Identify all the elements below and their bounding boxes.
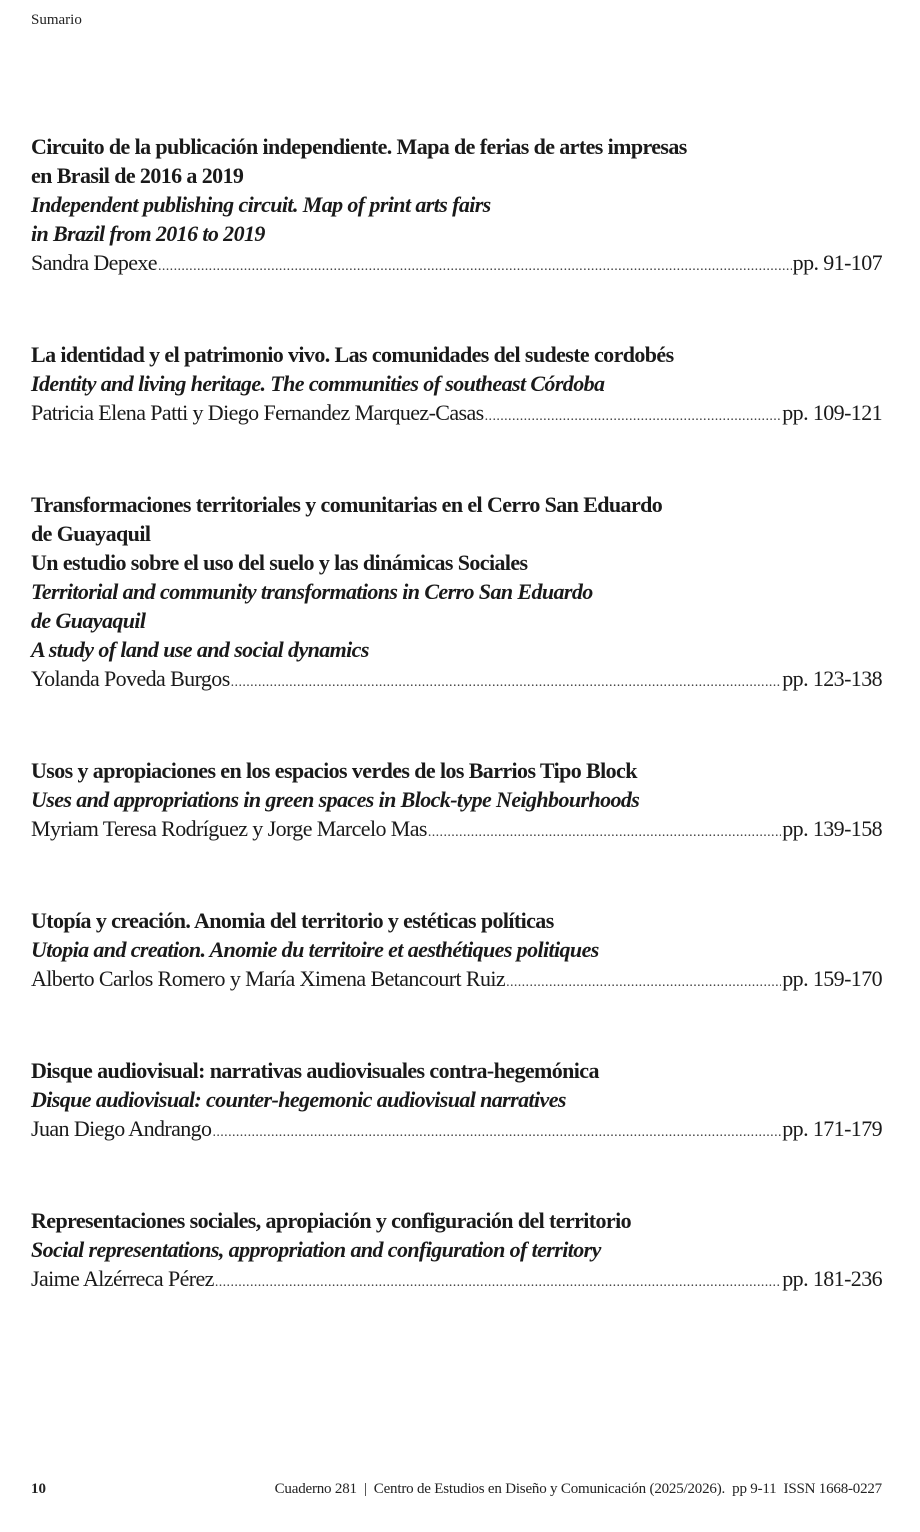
toc-entry bbox=[31, 132, 882, 281]
entry-pages: pp. 109-121 bbox=[782, 400, 882, 425]
entry-author-row bbox=[31, 398, 882, 431]
toc-entry bbox=[31, 1206, 882, 1297]
entry-author-row bbox=[31, 964, 882, 997]
dot-leader bbox=[212, 1118, 781, 1147]
entry-title-en: in Brazil from 2016 to 2019 bbox=[31, 221, 265, 246]
entry-author: Yolanda Poveda Burgos bbox=[31, 666, 230, 691]
toc-entry bbox=[31, 490, 882, 697]
toc-entry bbox=[31, 1056, 882, 1147]
entry-pages: pp. 139-158 bbox=[782, 816, 882, 841]
table-of-contents bbox=[31, 132, 882, 1297]
entry-title-en: Social representations, appropriation and configuration of territory bbox=[31, 1237, 601, 1262]
entry-title-en: de Guayaquil bbox=[31, 608, 146, 633]
dot-leader bbox=[428, 818, 781, 847]
toc-entry bbox=[31, 756, 882, 847]
page-number: 10 bbox=[31, 1481, 46, 1497]
entry-author-row bbox=[31, 1114, 882, 1147]
entry-author: Sandra Depexe bbox=[31, 250, 157, 275]
entry-author: Juan Diego Andrango bbox=[31, 1116, 212, 1141]
dot-leader bbox=[215, 1268, 781, 1297]
entry-author: Patricia Elena Patti y Diego Fernandez Marquez-Casas bbox=[31, 400, 484, 425]
entry-author: Jaime Alzérreca Pérez bbox=[31, 1266, 214, 1291]
toc-entry bbox=[31, 906, 882, 997]
entry-title-es: La identidad y el patrimonio vivo. Las comunidades del sudeste cordobés bbox=[31, 342, 674, 367]
dot-leader bbox=[506, 968, 781, 997]
dot-leader bbox=[485, 402, 782, 431]
entry-pages: pp. 181-236 bbox=[782, 1266, 882, 1291]
entry-author-row bbox=[31, 664, 882, 697]
entry-author-row bbox=[31, 814, 882, 847]
entry-author: Myriam Teresa Rodríguez y Jorge Marcelo Mas bbox=[31, 816, 427, 841]
entry-title-es: Un estudio sobre el uso del suelo y las dinámicas Sociales bbox=[31, 550, 528, 575]
entry-author-row bbox=[31, 248, 882, 281]
entry-title-en: Identity and living heritage. The communities of southeast Córdoba bbox=[31, 371, 605, 396]
dot-leader bbox=[231, 668, 782, 697]
entry-author: Alberto Carlos Romero y María Ximena Betancourt Ruiz bbox=[31, 966, 506, 991]
entry-title-es: Usos y apropiaciones en los espacios verdes de los Barrios Tipo Block bbox=[31, 758, 637, 783]
entry-title-es: de Guayaquil bbox=[31, 521, 151, 546]
toc-entry bbox=[31, 340, 882, 431]
entry-author-row bbox=[31, 1264, 882, 1297]
footer-citation: Cuaderno 281 | Centro de Estudios en Diseño y Comunicación (2025/2026). pp 9-11 ISSN 1668-0227 bbox=[274, 1481, 882, 1497]
entry-pages: pp. 123-138 bbox=[782, 666, 882, 691]
entry-title-es: Disque audiovisual: narrativas audiovisuales contra-hegemónica bbox=[31, 1058, 599, 1083]
entry-title-es: en Brasil de 2016 a 2019 bbox=[31, 163, 244, 188]
entry-title-en: A study of land use and social dynamics bbox=[31, 637, 369, 662]
entry-pages: pp. 159-170 bbox=[782, 966, 882, 991]
entry-title-es: Representaciones sociales, apropiación y configuración del territorio bbox=[31, 1208, 631, 1233]
entry-title-es: Transformaciones territoriales y comunitarias en el Cerro San Eduardo bbox=[31, 492, 663, 517]
entry-title-es: Circuito de la publicación independiente. Mapa de ferias de artes impresas bbox=[31, 134, 687, 159]
entry-title-es: Utopía y creación. Anomia del territorio y estéticas políticas bbox=[31, 908, 554, 933]
running-head: Sumario bbox=[31, 12, 82, 28]
entry-title-en: Uses and appropriations in green spaces in Block-type Neighbourhoods bbox=[31, 787, 640, 812]
entry-title-en: Utopia and creation. Anomie du territoire et aesthétiques politiques bbox=[31, 937, 599, 962]
dot-leader bbox=[158, 252, 792, 281]
entry-title-en: Territorial and community transformations in Cerro San Eduardo bbox=[31, 579, 593, 604]
entry-title-en: Disque audiovisual: counter-hegemonic audiovisual narratives bbox=[31, 1087, 566, 1112]
entry-title-en: Independent publishing circuit. Map of print arts fairs bbox=[31, 192, 491, 217]
entry-pages: pp. 91-107 bbox=[792, 250, 882, 275]
entry-pages: pp. 171-179 bbox=[782, 1116, 882, 1141]
